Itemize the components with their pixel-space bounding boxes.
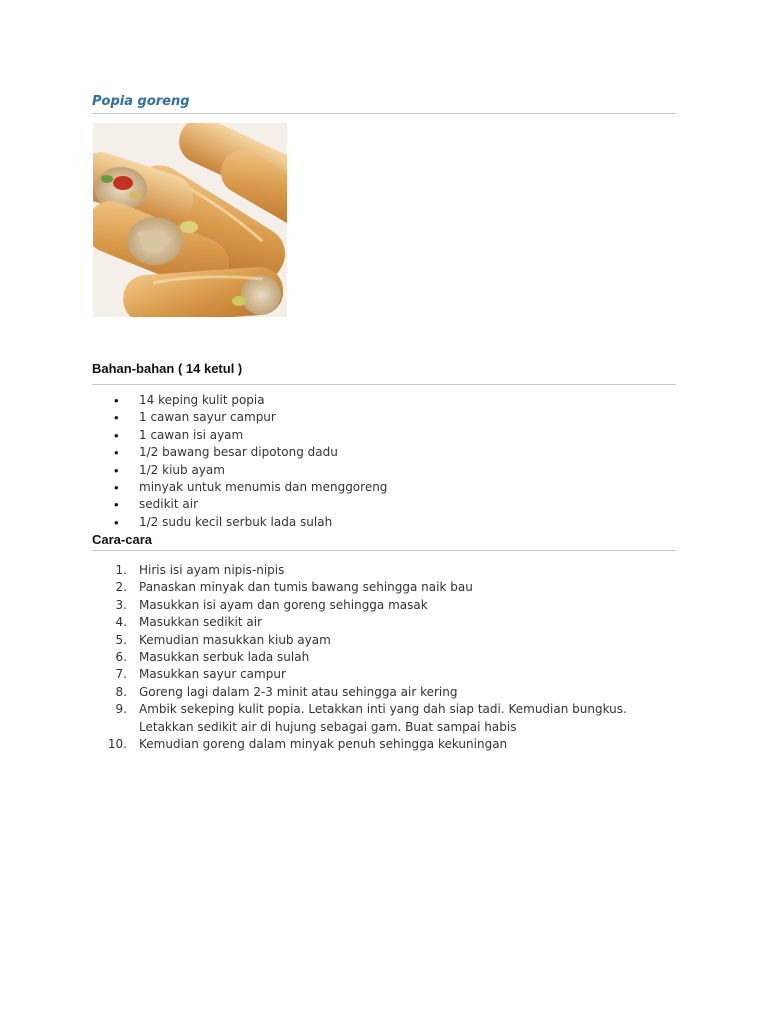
bullet-icon: •	[114, 514, 119, 530]
bullet-icon: •	[114, 427, 119, 443]
bullet-icon: •	[114, 393, 119, 408]
step-text: Goreng lagi dalam 2-3 minit atau sehingga air kering	[139, 684, 458, 699]
ingredient-text: 1/2 sudu kecil serbuk lada sulah	[139, 514, 333, 529]
bullet-icon: •	[114, 497, 119, 513]
list-item	[92, 649, 676, 666]
ingredient-text: 14 keping kulit popia	[139, 393, 265, 407]
bullet-icon: •	[114, 479, 119, 495]
list-item	[92, 614, 676, 631]
step-text: Masukkan sayur campur	[139, 667, 286, 682]
bullet-icon: •	[114, 445, 119, 461]
step-number: 10.	[107, 737, 127, 752]
ingredient-text: minyak untuk menumis dan menggoreng	[139, 479, 388, 494]
step-number: 9.	[115, 702, 127, 717]
list-item	[92, 462, 387, 479]
list-item	[92, 444, 387, 461]
step-text: Masukkan isi ayam dan goreng sehingga masak	[139, 597, 428, 612]
step-number: 2.	[115, 580, 127, 595]
list-item	[92, 409, 387, 426]
list-item	[92, 496, 387, 513]
list-item	[92, 579, 676, 596]
list-item	[92, 514, 387, 531]
step-text: Hiris isi ayam nipis-nipis	[139, 563, 285, 577]
ingredient-text: 1/2 kiub ayam	[139, 462, 225, 477]
recipe-title: Popia goreng	[92, 94, 190, 109]
ingredient-text: 1/2 bawang besar dipotong dadu	[139, 445, 338, 460]
steps-heading: Cara-cara	[92, 532, 152, 547]
step-text: Masukkan serbuk lada sulah	[139, 650, 310, 665]
step-text: Panaskan minyak dan tumis bawang sehingga naik bau	[139, 580, 473, 595]
list-item	[92, 684, 676, 701]
list-item	[92, 736, 676, 753]
list-item	[92, 632, 676, 649]
list-item	[92, 392, 387, 409]
bullet-icon: •	[114, 410, 119, 426]
list-item	[92, 666, 676, 683]
ingredients-heading: Bahan-bahan ( 14 ketul )	[92, 361, 243, 376]
list-item	[92, 479, 387, 496]
step-number: 3.	[115, 597, 127, 612]
step-number: 1.	[115, 563, 127, 577]
spring-rolls-photo	[93, 123, 287, 317]
steps-divider	[92, 550, 676, 551]
step-text: Masukkan sedikit air	[139, 615, 263, 630]
ingredients-divider	[92, 384, 676, 385]
steps-list	[92, 562, 676, 753]
list-item	[92, 701, 676, 736]
title-divider	[92, 113, 676, 114]
step-number: 7.	[115, 667, 127, 682]
step-text: Ambik sekeping kulit popia. Letakkan inti yang dah siap tadi. Kemudian bungkus. Letakkan sedikit air di hujung sebagai gam. Buat sampai habis	[139, 702, 627, 734]
ingredient-text: 1 cawan sayur campur	[139, 410, 276, 425]
list-item	[92, 562, 676, 579]
step-number: 8.	[115, 684, 127, 699]
step-number: 4.	[115, 615, 127, 630]
ingredients-list	[92, 392, 387, 531]
step-number: 6.	[115, 650, 127, 665]
list-item	[92, 427, 387, 444]
ingredient-text: sedikit air	[139, 497, 199, 512]
ingredient-text: 1 cawan isi ayam	[139, 427, 244, 442]
step-text: Kemudian masukkan kiub ayam	[139, 632, 331, 647]
bullet-icon: •	[114, 462, 119, 478]
list-item	[92, 597, 676, 614]
step-number: 5.	[115, 632, 127, 647]
step-text: Kemudian goreng dalam minyak penuh sehingga kekuningan	[139, 737, 508, 752]
